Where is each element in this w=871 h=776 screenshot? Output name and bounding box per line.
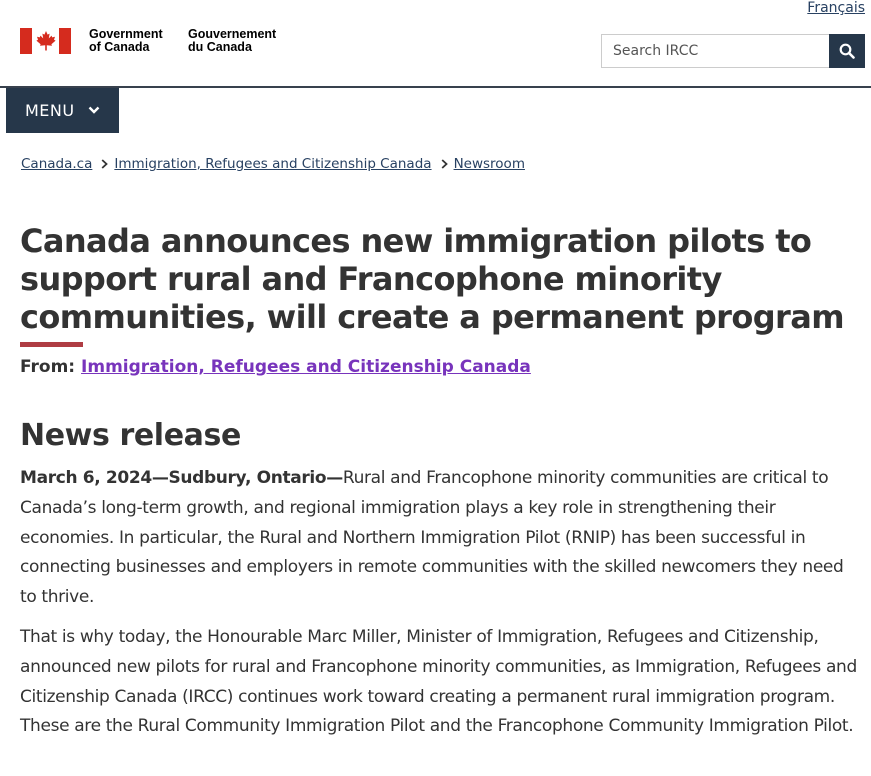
government-signature[interactable] <box>20 28 298 54</box>
canada-flag-icon <box>20 28 71 54</box>
search-input[interactable] <box>601 34 829 68</box>
dateline: March 6, 2024—Sudbury, Ontario— <box>20 468 343 488</box>
title-accent-rule <box>20 342 83 347</box>
from-label: From: <box>20 357 76 377</box>
section-heading: News release <box>20 418 241 453</box>
breadcrumb <box>21 156 525 172</box>
breadcrumb-link-newsroom[interactable]: Newsroom <box>453 156 525 172</box>
breadcrumb-link-ircc[interactable]: Immigration, Refugees and Citizenship Canada <box>114 156 432 172</box>
search-form <box>601 34 865 68</box>
search-icon <box>839 43 855 59</box>
menu-button[interactable] <box>6 88 119 133</box>
chevron-right-icon <box>441 159 448 169</box>
article-paragraph-1 <box>20 464 860 613</box>
article-paragraph-2: That is why today, the Honourable Marc Miller, Minister of Immigration, Refugees and Citizenship, announced new pilots for rural and Francophone minority communities, as Immigration, Refugees and Citizenship Canada (IRCC) continues work toward creating a permanent rural immigration program. These are the Rural Community Immigration Pilot and the Francophone Community Immigration Pilot. <box>20 627 857 737</box>
menu-label: MENU <box>25 101 75 120</box>
from-line <box>20 357 531 377</box>
paragraph-1-body: Rural and Francophone minority communities are critical to Canada’s long-term growth, and regional immigration plays a key role in strengthening their economies. In particular, the Rural and Northern Immigration Pilot (RNIP) has been successful in connecting businesses and employers in remote communities with the skilled newcomers they need to thrive. <box>20 468 844 608</box>
page-title: Canada announces new immigration pilots to support rural and Francophone minority communities, will create a permanent program <box>20 222 844 336</box>
chevron-down-icon <box>88 106 100 115</box>
search-button[interactable] <box>829 34 865 68</box>
language-toggle-link[interactable]: Français <box>807 0 865 16</box>
from-department-link[interactable]: Immigration, Refugees and Citizenship Canada <box>81 357 531 377</box>
signature-english: Government of Canada <box>89 27 163 54</box>
header-divider <box>0 86 871 88</box>
signature-french: Gouvernement du Canada <box>188 27 277 54</box>
chevron-right-icon <box>101 159 108 169</box>
breadcrumb-link-canada[interactable]: Canada.ca <box>21 156 93 172</box>
